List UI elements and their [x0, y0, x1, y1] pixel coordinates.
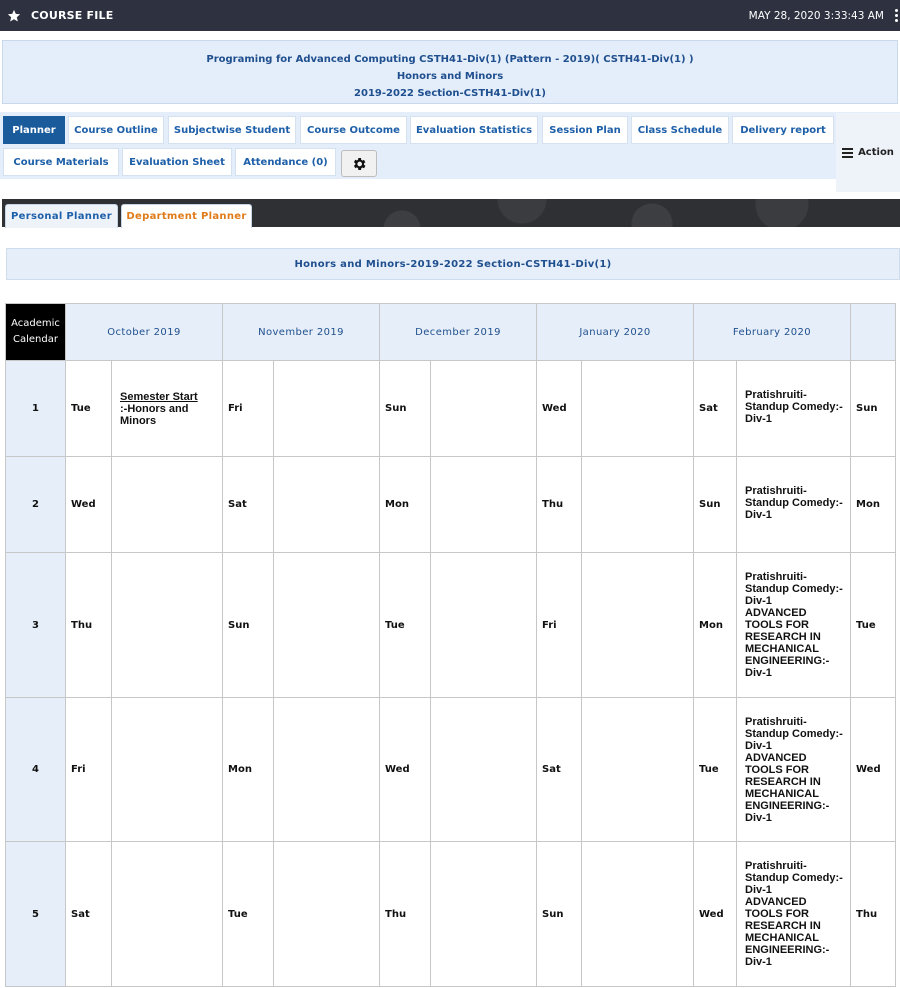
weekday-cell: Fri: [223, 361, 274, 457]
event-text: :-Honors and Minors: [120, 403, 189, 427]
event-text: Pratishruiti-Standup Comedy:-Div-1: [745, 860, 843, 896]
table-row: [6, 361, 896, 457]
event-text: ADVANCED TOOLS FOR RESEARCH IN MECHANICAL ENGINEERING:-Div-1: [745, 607, 830, 679]
month-header: November 2019: [223, 304, 380, 361]
star-icon[interactable]: [7, 9, 21, 23]
weekday-cell: Thu: [380, 842, 431, 987]
event-cell: [737, 553, 851, 698]
tab-evaluation-sheet[interactable]: Evaluation Sheet: [122, 148, 232, 176]
weekday-cell: Wed: [694, 842, 737, 987]
weekday-cell: Sat: [537, 698, 582, 842]
weekday-cell: Tue: [380, 553, 431, 698]
event-cell: [737, 457, 851, 553]
weekday-cell: Thu: [66, 553, 112, 698]
table-row: [6, 553, 896, 698]
tab-planner[interactable]: Planner: [3, 116, 65, 144]
event-text: Pratishruiti-Standup Comedy:-Div-1: [745, 716, 843, 752]
app-title: COURSE FILE: [31, 9, 114, 22]
weekday-cell: Wed: [66, 457, 112, 553]
event-cell: [431, 361, 537, 457]
department-planner-title: Honors and Minors-2019-2022 Section-CSTH41-Div(1): [6, 248, 900, 280]
tab-course-outline[interactable]: Course Outline: [68, 116, 164, 144]
gear-icon: [351, 156, 367, 172]
event-text: Pratishruiti-Standup Comedy:-Div-1: [745, 485, 843, 521]
table-row: [6, 842, 896, 987]
weekday-cell: Tue: [694, 698, 737, 842]
weekday-cell: Sun: [223, 553, 274, 698]
semester-start-link[interactable]: Semester Start: [120, 391, 198, 403]
weekday-cell: Sat: [223, 457, 274, 553]
event-cell: [737, 361, 851, 457]
event-text: Pratishruiti-Standup Comedy:-Div-1: [745, 389, 843, 425]
event-cell: [112, 457, 223, 553]
event-cell: [274, 698, 380, 842]
event-cell: [582, 457, 694, 553]
weekday-cell: Thu: [537, 457, 582, 553]
weekday-cell: Tue: [223, 842, 274, 987]
corner-line1: Academic: [11, 318, 60, 329]
table-row: [6, 457, 896, 553]
tab-course-materials[interactable]: Course Materials: [3, 148, 119, 176]
event-cell: [274, 457, 380, 553]
event-cell: [582, 553, 694, 698]
settings-button[interactable]: [341, 150, 377, 177]
month-header-partial: [851, 304, 896, 361]
corner-line2: Calendar: [13, 334, 58, 345]
event-cell: [112, 842, 223, 987]
datetime: MAY 28, 2020 3:33:43 AM: [748, 9, 884, 22]
weekday-cell: Mon: [694, 553, 737, 698]
event-cell: [112, 553, 223, 698]
weekday-cell: Fri: [537, 553, 582, 698]
day-number: 2: [6, 457, 66, 553]
weekday-cell: Wed: [537, 361, 582, 457]
weekday-cell: Wed: [380, 698, 431, 842]
weekday-cell: Thu: [851, 842, 896, 987]
tab-session-plan[interactable]: Session Plan: [542, 116, 628, 144]
day-number: 4: [6, 698, 66, 842]
more-menu-icon[interactable]: [895, 9, 899, 24]
action-label: Action: [858, 147, 894, 158]
weekday-cell: Tue: [66, 361, 112, 457]
event-cell: [274, 553, 380, 698]
event-cell: [582, 361, 694, 457]
event-cell: [431, 457, 537, 553]
event-text: ADVANCED TOOLS FOR RESEARCH IN MECHANICAL ENGINEERING:-Div-1: [745, 752, 830, 824]
event-cell: [112, 698, 223, 842]
weekday-cell: Fri: [66, 698, 112, 842]
weekday-cell: Sun: [851, 361, 896, 457]
weekday-cell: Sun: [694, 457, 737, 553]
event-cell: [737, 698, 851, 842]
day-number: 1: [6, 361, 66, 457]
month-header: February 2020: [694, 304, 851, 361]
course-section: 2019-2022 Section-CSTH41-Div(1): [354, 88, 546, 99]
action-button[interactable]: [836, 113, 900, 192]
event-cell: [274, 361, 380, 457]
tab-personal-planner[interactable]: Personal Planner: [5, 204, 118, 228]
event-cell: [582, 698, 694, 842]
month-header: October 2019: [66, 304, 223, 361]
month-header-row: [6, 304, 896, 361]
top-bar: [0, 0, 900, 31]
day-number: 3: [6, 553, 66, 698]
weekday-cell: Tue: [851, 553, 896, 698]
weekday-cell: Sat: [66, 842, 112, 987]
menu-icon: [842, 146, 853, 160]
academic-calendar-corner: [6, 304, 66, 361]
course-name: Programing for Advanced Computing CSTH41-Div(1) (Pattern - 2019)( CSTH41-Div(1) ): [206, 54, 694, 65]
weekday-cell: Sun: [380, 361, 431, 457]
day-number: 5: [6, 842, 66, 987]
tab-class-schedule[interactable]: Class Schedule: [631, 116, 729, 144]
month-header: December 2019: [380, 304, 537, 361]
weekday-cell: Mon: [380, 457, 431, 553]
event-cell: [431, 842, 537, 987]
event-cell: [431, 698, 537, 842]
tab-delivery-report[interactable]: Delivery report: [732, 116, 834, 144]
academic-calendar-table: [5, 303, 896, 987]
event-cell: [112, 361, 223, 457]
event-text: ADVANCED TOOLS FOR RESEARCH IN MECHANICAL ENGINEERING:-Div-1: [745, 896, 830, 968]
tab-department-planner[interactable]: Department Planner: [121, 204, 252, 228]
event-cell: [431, 553, 537, 698]
weekday-cell: Mon: [223, 698, 274, 842]
event-text: Pratishruiti-Standup Comedy:-Div-1: [745, 571, 843, 607]
course-header: [2, 40, 898, 104]
course-category: Honors and Minors: [396, 71, 504, 82]
weekday-cell: Sat: [694, 361, 737, 457]
tab-course-outcome[interactable]: Course Outcome: [300, 116, 407, 144]
weekday-cell: Mon: [851, 457, 896, 553]
event-cell: [274, 842, 380, 987]
event-cell: [737, 842, 851, 987]
month-header: January 2020: [537, 304, 694, 361]
weekday-cell: Wed: [851, 698, 896, 842]
table-row: [6, 698, 896, 842]
tab-attendance[interactable]: Attendance (0): [235, 148, 336, 176]
tab-subjectwise-student[interactable]: Subjectwise Student: [168, 116, 296, 144]
event-cell: [582, 842, 694, 987]
weekday-cell: Sun: [537, 842, 582, 987]
tab-evaluation-statistics[interactable]: Evaluation Statistics: [410, 116, 538, 144]
